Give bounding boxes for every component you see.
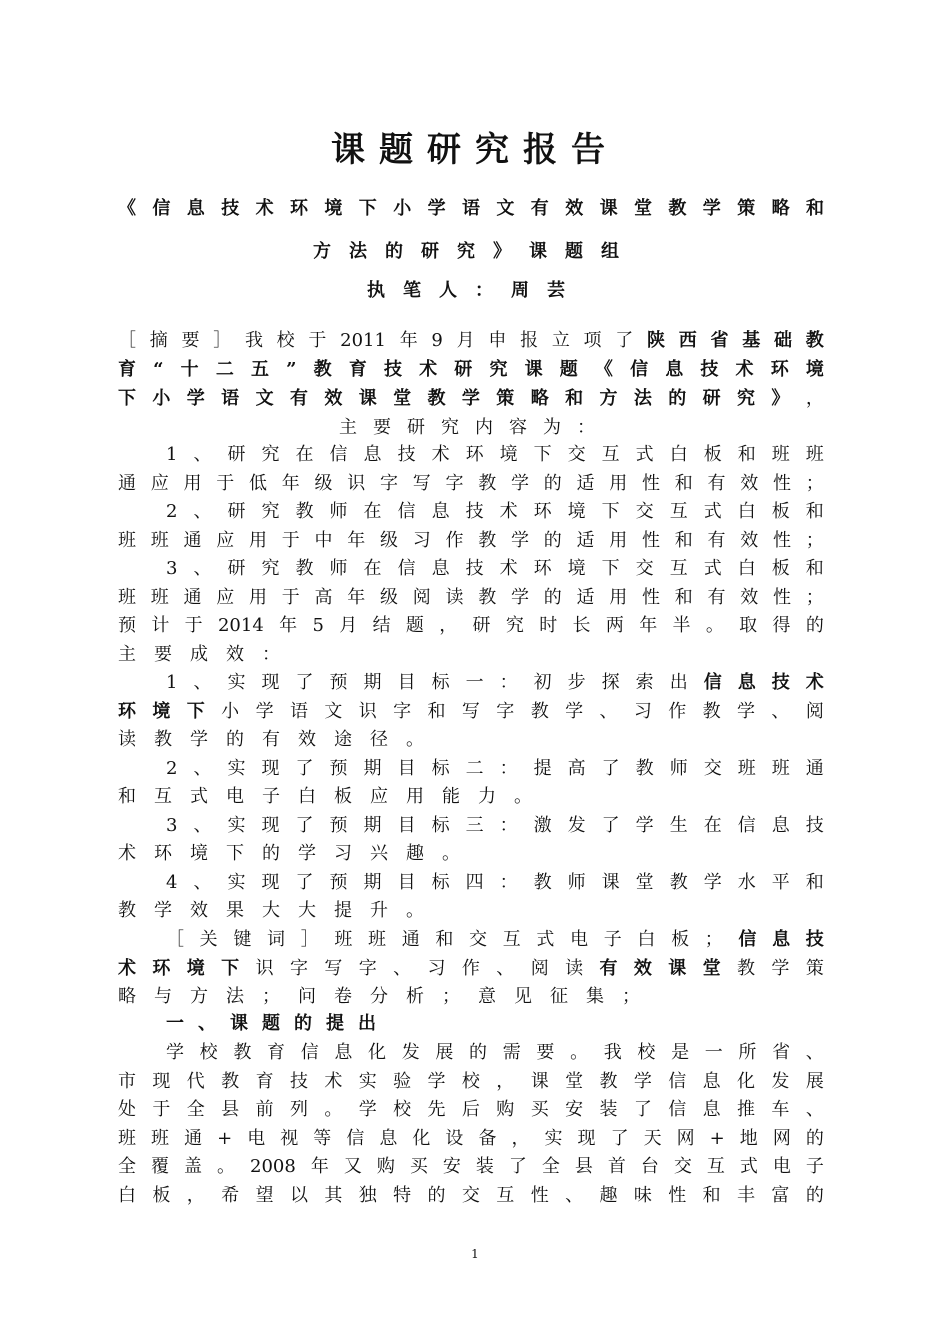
section-heading: 一、课题的提出 bbox=[166, 1013, 390, 1034]
text-line: 教 学 效 果 大 大 提 升 。 bbox=[118, 900, 442, 921]
page-number: 1 bbox=[471, 1247, 479, 1261]
text-line: 市 现 代 教 育 技 术 实 验 学 校 ， 课 堂 教 学 信 息 化 发 展 bbox=[118, 1071, 824, 1092]
text-line: 术 环 境 下 的 学 习 兴 趣 。 bbox=[118, 843, 478, 864]
author-line: 执笔人：周芸 bbox=[367, 280, 583, 301]
report-title: 课题研究报告 bbox=[331, 130, 619, 170]
text-line: 班 班 通 应 用 于 中 年 级 习 作 教 学 的 适 用 性 和 有 效 性 ； bbox=[118, 530, 824, 551]
text-line: 班 班 通 应 用 于 高 年 级 阅 读 教 学 的 适 用 性 和 有 效 性 ； bbox=[118, 587, 824, 608]
text-line: ［ 关 键 词 ］ 班 班 通 和 交 互 式 电 子 白 板 ； 信 息 技 bbox=[166, 929, 824, 950]
text-line: 通 应 用 于 低 年 级 识 字 写 字 教 学 的 适 用 性 和 有 效 性 ； bbox=[118, 473, 824, 494]
text-line: 读 教 学 的 有 效 途 径 。 bbox=[118, 729, 442, 750]
text-line: ［ 摘 要 ］ 我 校 于 2011 年 9 月 申 报 立 项 了 陕 西 省 基 础 教 bbox=[118, 330, 824, 351]
text-line: 预 计 于 2014 年 5 月 结 题 ， 研 究 时 长 两 年 半 。 取 得 的 bbox=[118, 615, 824, 636]
text-line: 学 校 教 育 信 息 化 发 展 的 需 要 。 我 校 是 一 所 省 、 bbox=[166, 1042, 824, 1063]
subtitle-line-1: 《信息技术环境下小学语文有效课堂教学策略和 bbox=[118, 198, 824, 219]
text-line: 班 班 通 + 电 视 等 信 息 化 设 备 ， 实 现 了 天 网 + 地 网 的 bbox=[118, 1128, 824, 1149]
text-line: 下 小 学 语 文 有 效 课 堂 教 学 策 略 和 方 法 的 研 究 》 ， bbox=[118, 388, 824, 409]
text-line: 1 、 实 现 了 预 期 目 标 一 ： 初 步 探 索 出 信 息 技 术 bbox=[166, 672, 824, 693]
text-line: 4 、 实 现 了 预 期 目 标 四 ： 教 师 课 堂 教 学 水 平 和 bbox=[166, 872, 824, 893]
text-line: 术 环 境 下 识 字 写 字 、 习 作 、 阅 读 有 效 课 堂 教 学 策 bbox=[118, 958, 824, 979]
text-line: 1 、 研 究 在 信 息 技 术 环 境 下 交 互 式 白 板 和 班 班 bbox=[166, 444, 824, 465]
text-line: 主要研究内容为： bbox=[339, 417, 611, 438]
text-line: 处 于 全 县 前 列 。 学 校 先 后 购 买 安 装 了 信 息 推 车 、 bbox=[118, 1099, 824, 1120]
text-line: 和 互 式 电 子 白 板 应 用 能 力 。 bbox=[118, 786, 550, 807]
text-line: 环 境 下 小 学 语 文 识 字 和 写 字 教 学 、 习 作 教 学 、 阅 bbox=[118, 701, 824, 722]
text-line: 育 “ 十 二 五 ” 教 育 技 术 研 究 课 题 《 信 息 技 术 环 境 bbox=[118, 359, 824, 380]
text-line: 主 要 成 效 ： bbox=[118, 644, 298, 665]
text-line: 白 板 ， 希 望 以 其 独 特 的 交 互 性 、 趣 味 性 和 丰 富 的 bbox=[118, 1185, 824, 1206]
text-line: 略 与 方 法 ； 问 卷 分 析 ； 意 见 征 集 ； bbox=[118, 986, 658, 1007]
text-line: 2 、 实 现 了 预 期 目 标 二 ： 提 高 了 教 师 交 班 班 通 bbox=[166, 758, 824, 779]
text-line: 3 、 实 现 了 预 期 目 标 三 ： 激 发 了 学 生 在 信 息 技 bbox=[166, 815, 824, 836]
text-line: 全 覆 盖 。 2008 年 又 购 买 安 装 了 全 县 首 台 交 互 式 电 子 bbox=[118, 1156, 824, 1177]
subtitle-line-2: 方法的研究》课题组 bbox=[313, 241, 637, 262]
text-line: 2 、 研 究 教 师 在 信 息 技 术 环 境 下 交 互 式 白 板 和 bbox=[166, 501, 824, 522]
text-line: 3 、 研 究 教 师 在 信 息 技 术 环 境 下 交 互 式 白 板 和 bbox=[166, 558, 824, 579]
